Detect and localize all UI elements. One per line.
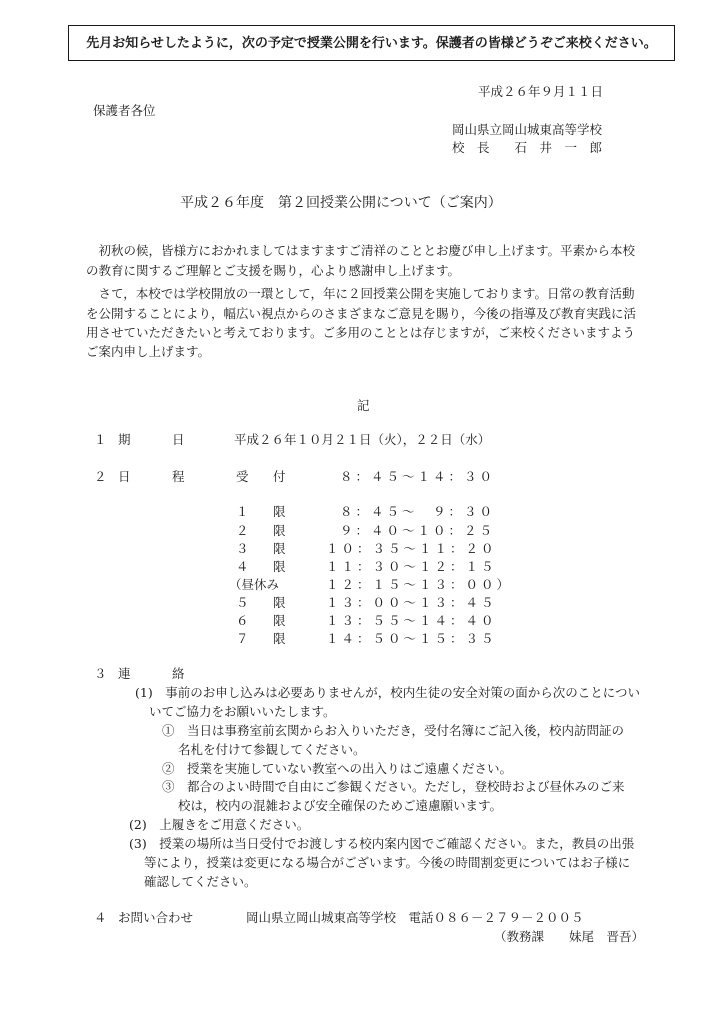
item-number: ２ — [94, 469, 107, 484]
body-line: を公開することにより，幅広い視点からのさまざまなご意見を賜り，今後の指導及び教育実践に活 — [86, 306, 637, 321]
recipient: 保護者各位 — [93, 103, 156, 118]
body-line: 用させていただきたいと考えております。ご多用のこととは存じますが，ご来校くださいますよう — [86, 325, 636, 340]
reception-label: 受 — [236, 469, 249, 484]
contact-line: 名札を付けて参観してください。 — [178, 742, 366, 757]
body-line: の教育に関するご理解とご支援を賜り，心より感謝申し上げます。 — [86, 263, 461, 278]
period-unit: 限 — [273, 523, 286, 538]
item-label: 期 — [118, 432, 131, 447]
period-number: ４ — [236, 559, 249, 574]
contact-line: ② 授業を実施していない教室への出入りはご遠慮ください。 — [162, 761, 513, 776]
item-number: ４ — [94, 910, 107, 925]
contact-line: いてご協力をお願いいたします。 — [149, 704, 336, 719]
reception-label: 付 — [273, 469, 286, 484]
item-number: １ — [94, 432, 107, 447]
period-unit: 限 — [273, 613, 286, 628]
reception-time: ８：４５～１４：３０ — [340, 469, 496, 484]
item-label: 絡 — [172, 666, 185, 681]
contact-line: 等により，授業は変更になる場合がございます。今後の時間割変更についてはお子様に — [144, 855, 631, 870]
period-time: １３：００～１３：４５ — [326, 595, 497, 610]
principal-name: 校 長 石 井 一 郎 — [452, 140, 603, 155]
item-label: 連 — [118, 666, 131, 681]
period-unit: 限 — [273, 595, 286, 610]
period-time: ８：４５～ ９：３０ — [340, 504, 496, 519]
period-time: １３：５５～１４：４０ — [326, 613, 497, 628]
item-number: ３ — [94, 666, 107, 681]
inquiry-contact: 岡山県立岡山城東高等学校 電話０８６－２７９－２００５ — [246, 910, 584, 925]
item-label: 程 — [172, 469, 185, 484]
item-label: お問い合わせ — [118, 910, 194, 925]
period-number: ６ — [236, 613, 249, 628]
period-unit: 限 — [273, 541, 286, 556]
ki-mark: 記 — [357, 398, 370, 413]
body-line: ご案内申し上げます。 — [86, 344, 211, 359]
period-number: １ — [236, 504, 249, 519]
item-label: 日 — [118, 469, 131, 484]
contact-line: ③ 都合のよい時間で自由にご参観ください。ただし，登校時および昼休みのご来 — [162, 779, 625, 794]
contact-line: (1) 事前のお申し込みは必要ありませんが，校内生徒の安全対策の面から次のことについ — [135, 685, 640, 700]
body-line: さて，本校では学校開放の一環として，年に２回授業公開を実施しております。日常の教育活動 — [86, 286, 635, 301]
period-number: ７ — [236, 631, 249, 646]
period-unit: 限 — [273, 559, 286, 574]
period-time: １１：３０～１２：１５ — [326, 559, 497, 574]
notice-box — [68, 25, 675, 61]
contact-line: (3) 授業の場所は当日受付でお渡しする校内案内図でご確認ください。また，教員の出張 — [129, 836, 635, 851]
contact-line: ① 当日は事務室前玄関からお入りいただき，受付名簿にご記入後，校内訪問証の — [162, 723, 625, 738]
period-time: ９：４０～１０：２５ — [340, 523, 496, 538]
period-number: ３ — [236, 541, 249, 556]
body-line: 初秋の候，皆様方におかれましてはますますご清祥のこととお慶び申し上げます。平素から本校 — [86, 243, 636, 258]
contact-line: (2) 上履きをご用意ください。 — [129, 817, 310, 832]
period-number: ５ — [236, 595, 249, 610]
event-dates: 平成２６年１０月２１日（火），２２日（水） — [234, 432, 491, 447]
document-date: 平成２６年９月１１日 — [478, 84, 604, 99]
lunch-label: （昼休み — [229, 577, 280, 592]
period-time: １０：３５～１１：２０ — [326, 541, 497, 556]
document-title: 平成２６年度 第２回授業公開について（ご案内） — [180, 195, 502, 211]
period-number: ２ — [236, 523, 249, 538]
item-label: 日 — [172, 432, 185, 447]
school-name: 岡山県立岡山城東高等学校 — [452, 122, 603, 137]
lunch-time: １２：１５～１３：００） — [326, 577, 513, 592]
inquiry-person: （教務課 妹尾 晋吾） — [494, 929, 645, 944]
contact-line: 確認してください。 — [144, 874, 257, 889]
period-unit: 限 — [273, 631, 286, 646]
notice-text: 先月お知らせしたように，次の予定で授業公開を行います。保護者の皆様どうぞご来校ください。 — [86, 35, 657, 51]
period-unit: 限 — [273, 504, 286, 519]
period-time: １４：５０～１５：３５ — [326, 631, 497, 646]
contact-line: 校は，校内の混雑および安全確保のためご遠慮願います。 — [178, 798, 503, 813]
